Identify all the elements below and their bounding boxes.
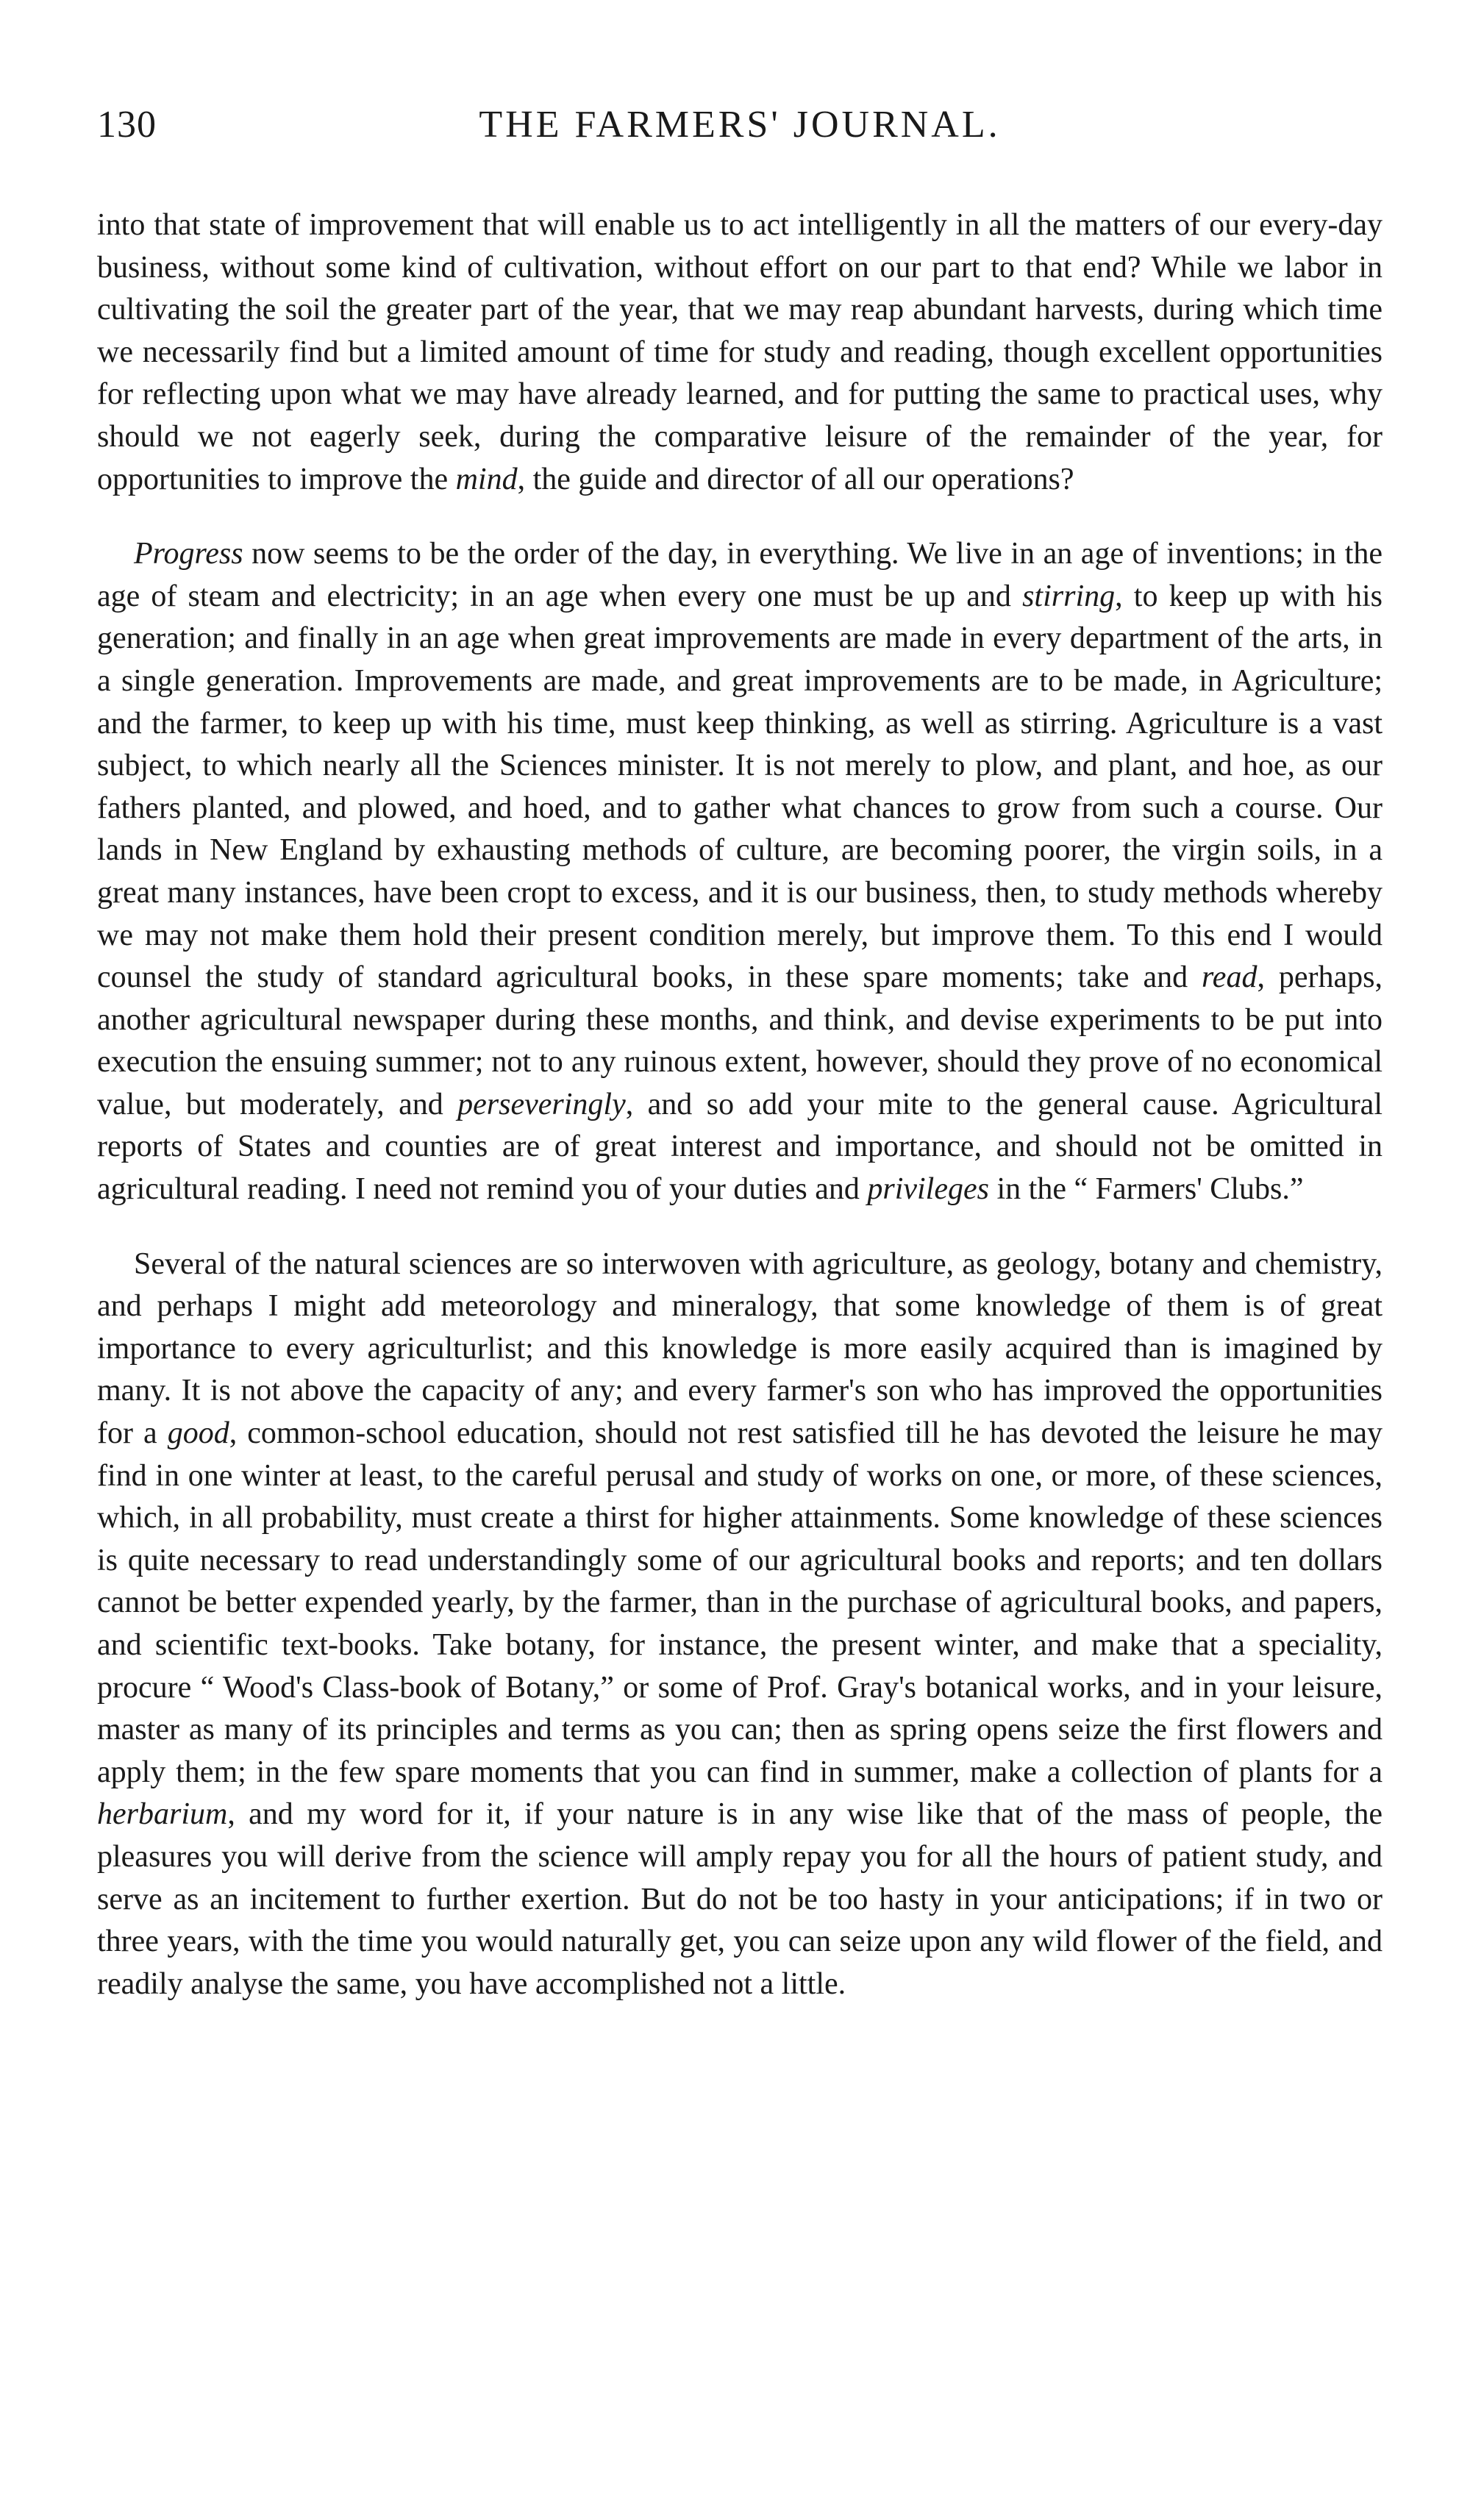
running-title: THE FARMERS' JOURNAL. [479, 104, 1001, 146]
page-header [97, 103, 1383, 169]
text-segment: , perhaps, another agricultural newspaper during these months, and think, and devise experiments to be put into execution the ensuing summer; not to any ruinous extent, however, should they prove of no economical value, but moderately, and [97, 960, 1383, 1121]
text-segment: Several of the natural sciences are so interwoven with agriculture, as geology, botany and chemistry, and perhaps I might add meteorology and mineralogy, that some knowledge of them is of great importance to every agriculturlist; and this knowledge is more easily acquired than is imagined by many. It is not above the capacity of any; and every farmer's son who has improved the opportunities for a [97, 1246, 1383, 1451]
text-segment: , to keep up with his generation; and finally in an age when great improvements are made in every department of the arts, in a single generation. Improvements are made, and great improvements are to be made, in Agriculture; and the farmer, to keep up with his time, must keep thinking, as well as stirring. Agriculture is a vast subject, to which nearly all the Sciences minister. It is not merely to plow, and plant, and hoe, as our fathers planted, and plowed, and hoed, and to gather what chances to grow from such a course. Our lands in New England by exhausting methods of culture, are becoming poorer, the virgin soils, in a great many instances, have been cropt to excess, and it is our business, then, to study methods whereby we may not make them hold their present condition merely, but improve them. To this end I would counsel the study of standard agricultural books, in these spare moments; take and [97, 579, 1383, 995]
italic-mind: mind [455, 462, 518, 496]
italic-herbarium: herbarium [97, 1797, 228, 1832]
italic-privileges: privileges [867, 1172, 989, 1207]
text-segment: now seems to be the order of the day, in everything. We live in an age of inventions; in the age of steam and electricity; in an age when every one must be up and [97, 537, 1383, 613]
page-number: 130 [97, 104, 157, 146]
paragraph-2 [97, 533, 1383, 1211]
italic-perseveringly: perseveringly [457, 1087, 626, 1121]
text-segment: , and my word for it, if your nature is in any wise like that of the mass of people, the pleasures you will derive from the science will amply repay you for all the hours of patient study, and serve as an incitement to further exertion. But do not be too hasty in your anticipations; if in two or three years, with the time you would naturally get, you can seize upon any wild flower of the field, and readily analyse the same, you have accomplished not a little. [97, 1797, 1383, 2001]
italic-progress: Progress [134, 537, 243, 571]
paragraph-1 [97, 204, 1383, 501]
italic-stirring: stirring [1022, 579, 1116, 613]
italic-read: read [1202, 960, 1258, 995]
text-segment: in the “ Farmers' Clubs.” [988, 1172, 1304, 1207]
text-segment: , the guide and director of all our operations? [517, 462, 1074, 496]
paragraph-3 [97, 1244, 1383, 2006]
italic-good: good [167, 1416, 229, 1451]
text-segment: into that state of improvement that will enable us to act intelligently in all the matters of our every-day business, without some kind of cultivation, without effort on our part to that end? While we labor in cultivating the soil the greater part of the year, that we may reap abundant harvests, during which time we necessarily find but a limited amount of time for study and reading, though excellent opportunities for reflecting upon what we may have already learned, and for putting the same to practical uses, why should we not eagerly seek, during the comparative leisure of the remainder of the year, for opportunities to improve the [97, 208, 1383, 496]
text-segment: , and so add your mite to the general cause. Agricultural reports of States and counties are of great interest and importance, and should not be omitted in agricultural reading. I need not remind you of your duties and [97, 1087, 1383, 1207]
text-segment: , common-school education, should not rest satisfied till he has devoted the leisure he may find in one winter at least, to the careful perusal and study of works on one, or more, of these sciences, which, in all probability, must create a thirst for higher attainments. Some knowledge of these sciences is quite necessary to read understandingly some of our agricultural books and reports; and ten dollars cannot be better expended yearly, by the farmer, than in the purchase of agricultural books, and papers, and scientific text-books. Take botany, for instance, the present winter, and make that a speciality, procure “ Wood's Class-book of Botany,” or some of Prof. Gray's botanical works, and in your leisure, master as many of its principles and terms as you can; then as spring opens seize the first flowers and apply them; in the few spare moments that you can find in summer, make a collection of plants for a [97, 1416, 1383, 1789]
